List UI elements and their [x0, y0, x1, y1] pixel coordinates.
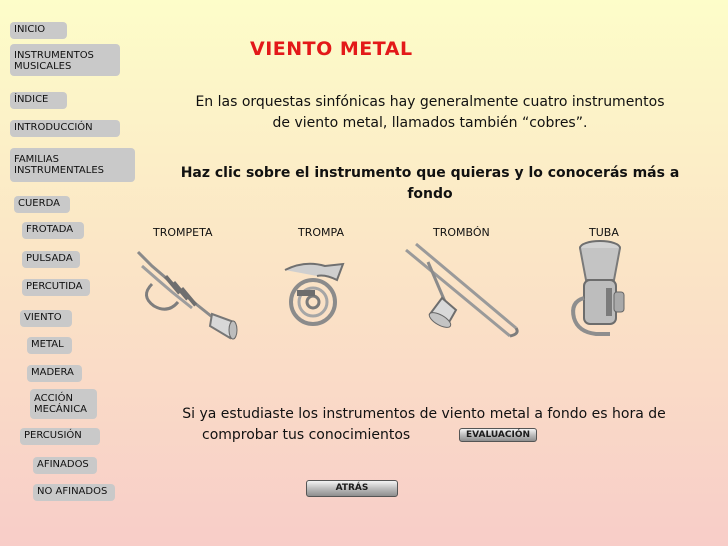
french-horn-image[interactable]	[277, 260, 347, 328]
click-instruction	[140, 163, 720, 205]
click-line-1: Haz clic sobre el instrumento que quieras y lo conocerás más a	[180, 165, 680, 181]
nav-accion-mecanica[interactable]: ACCIÓN MECÁNICA	[30, 389, 97, 419]
nav-inicio[interactable]: INICIO	[10, 22, 67, 39]
nav-indice[interactable]: ÍNDICE	[10, 92, 67, 109]
intro-text	[140, 92, 720, 134]
nav-pulsada[interactable]: PULSADA	[22, 251, 80, 268]
evaluation-button[interactable]: EVALUACIÓN	[459, 428, 537, 442]
nav-afinados[interactable]: AFINADOS	[33, 457, 97, 474]
nav-familias-instrumentales[interactable]: FAMILIAS INSTRUMENTALES	[10, 148, 135, 182]
intro-line-1: En las orquestas sinfónicas hay generalmente cuatro instrumentos	[195, 94, 665, 110]
nav-instrumentos-musicales[interactable]: INSTRUMENTOS MUSICALES	[10, 44, 120, 76]
nav-viento[interactable]: VIENTO	[20, 310, 72, 327]
page-title: VIENTO METAL	[250, 38, 413, 60]
label-trompeta: TROMPETA	[153, 226, 213, 239]
evaluation-line-2: comprobar tus conocimientos	[202, 427, 411, 443]
click-line-2: fondo	[407, 186, 453, 202]
nav-no-afinados[interactable]: NO AFINADOS	[33, 484, 115, 501]
back-button[interactable]: ATRÁS	[306, 480, 398, 497]
nav-metal[interactable]: METAL	[27, 337, 72, 354]
trumpet-image[interactable]	[132, 244, 240, 346]
trombone-image[interactable]	[400, 240, 520, 348]
nav-cuerda[interactable]: CUERDA	[14, 196, 70, 213]
evaluation-text	[128, 404, 720, 446]
label-tuba: TUBA	[589, 226, 619, 239]
nav-introduccion[interactable]: INTRODUCCIÓN	[10, 120, 120, 137]
intro-line-2: de viento metal, llamados también “cobres”.	[272, 115, 588, 131]
nav-frotada[interactable]: FROTADA	[22, 222, 84, 239]
nav-madera[interactable]: MADERA	[27, 365, 82, 382]
label-trompa: TROMPA	[298, 226, 344, 239]
nav-percutida[interactable]: PERCUTIDA	[22, 279, 90, 296]
evaluation-line-1: Si ya estudiaste los instrumentos de viento metal a fondo es hora de	[182, 406, 666, 422]
tuba-image[interactable]	[566, 238, 636, 344]
nav-percusion[interactable]: PERCUSIÓN	[20, 428, 100, 445]
label-trombon: TROMBÓN	[433, 226, 490, 239]
